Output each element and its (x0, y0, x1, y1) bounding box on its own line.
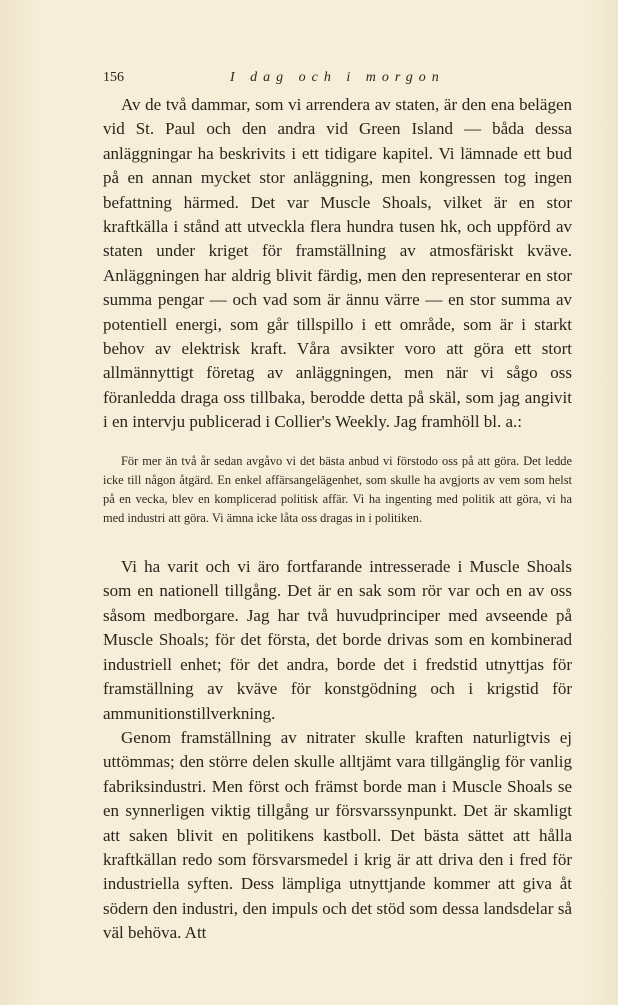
page-body (103, 93, 572, 946)
page-header (103, 70, 573, 90)
block-quote: För mer än två år sedan avgåvo vi det bästa anbud vi förstodo oss på att göra. Det ledde icke till någon åtgärd. En enkel affärsangelägenhet, som skulle ha avgjorts av vem som helst på en vecka, blev en komplicerad politisk affär. Vi ha ingenting med politik att göra, vi ha med industri att göra. Vi ämna icke låta oss dragas in i politiken. (103, 453, 572, 525)
page-number: 156 (103, 70, 124, 85)
paragraph-3: Genom framställning av nitrater skulle kraften naturligtvis ej uttömmas; den större delen skulle alltjämt vara tillgänglig för vanlig fabriksindustri. Men först och främst borde man i Muscle Shoals se en synnerligen viktig tillgång ur försvarssynpunkt. Det är skamligt att saken blivit en politikens kastboll. Det bästa sättet att hålla kraftkällan redo som försvarsmedel i krig är att driva den i fred för industriella syften. Dess lämpliga utnyttjande kommer att giva åt södern den industri, den impuls och det stöd som dessa landsdelar så väl behöva. Att (103, 727, 572, 943)
running-title: I dag och i morgon (230, 70, 445, 85)
section-gap (103, 528, 572, 555)
paragraph-1: Av de två dammar, som vi arrendera av staten, är den ena belägen vid St. Paul och den andra vid Green Island — båda dessa anläggningar ha beskrivits i ett tidigare kapitel. Vi lämnade ett bud på en annan mycket stor anläggning, men kongressen tog ingen befattning härmed. Det var Muscle Shoals, vilket är en stor kraftkälla i stånd att utveckla flera hundra tusen hk, och uppförd av staten under kriget för framställning av atmosfäriskt kväve. Anläggningen har aldrig blivit färdig, men den representerar en stor summa pengar — och vad som är ännu värre — en stor summa av potentiell energi, som går tillspillo i ett område, som är i starkt behov av elektrisk kraft. Våra avsikter voro att göra ett stort allmännyttigt företag av anläggningen, men när vi sågo oss föranledda draga oss tillbaka, berodde detta på skäl, som jag angivit i en intervju publicerad i Collier's Weekly. Jag framhöll bl. a.: (103, 95, 572, 432)
paragraph-2: Vi ha varit och vi äro fortfarande intresserade i Muscle Shoals som en nationell tillgång. Det är en sak som rör var och en av oss såsom medborgare. Jag har två huvudprinciper med avseende på Muscle Shoals; för det första, det borde drivas som en kombinerad industriell enhet; för det andra, borde det i fredstid utnyttjas för framställning av kväve för konstgödning och i krigstid för ammunitionstillverkning. (103, 557, 572, 723)
